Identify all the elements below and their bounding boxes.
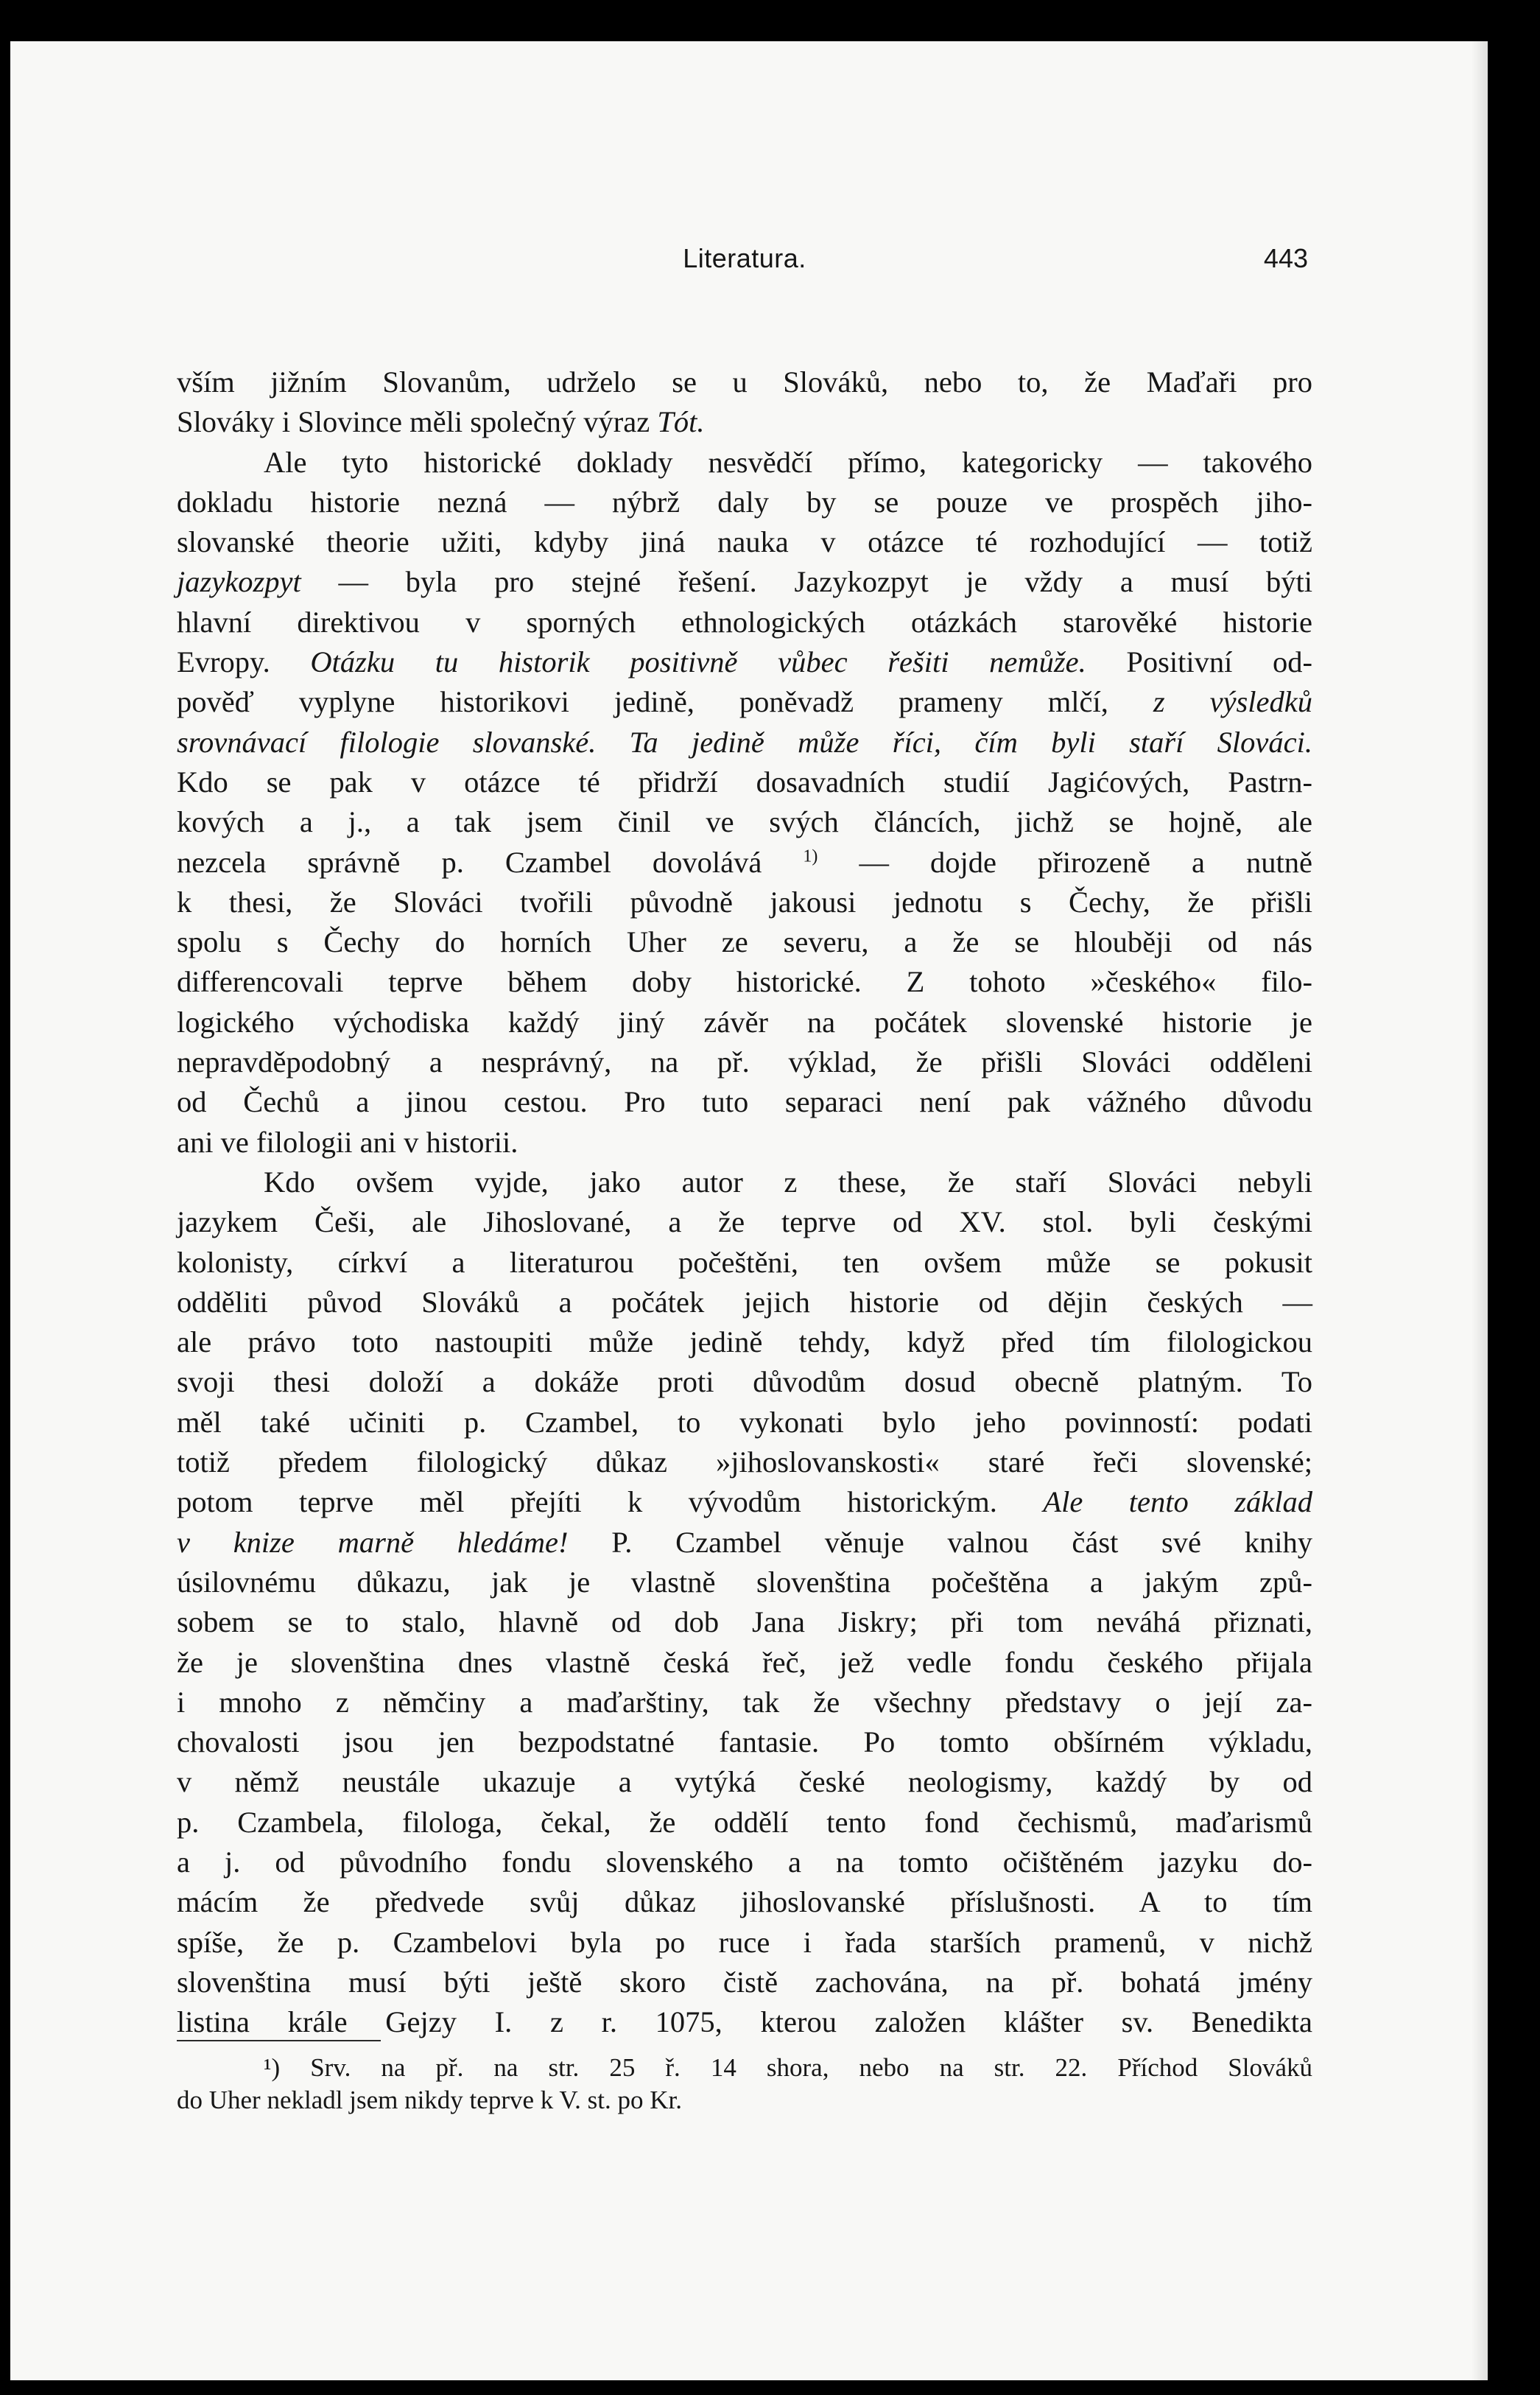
main-text — [177, 362, 1312, 2042]
text-line: i mnoho z němčiny a maďarštiny, tak že všechny představy o její za- — [177, 1685, 1312, 1719]
text-line: p. Czambela, filologa, čekal, že oddělí tento fond čechismů, maďarismů — [177, 1805, 1312, 1839]
page-number: 443 — [1263, 243, 1308, 273]
text-line: jazykem Češi, ale Jihoslované, a že teprve od XV. stol. byli českými — [177, 1205, 1312, 1239]
text-line: kolonisty, církví a literaturou počeštěni, ten ovšem může se pokusit — [177, 1245, 1312, 1279]
text-line: k thesi, že Slováci tvořili původně jakousi jednotu s Čechy, že přišli — [177, 885, 1312, 919]
text-line: sobem se to stalo, hlavně od dob Jana Jiskry; při tom neváhá přiznati, — [177, 1605, 1312, 1639]
text-line: ale právo toto nastoupiti může jedině tehdy, když před tím filologickou — [177, 1325, 1312, 1359]
text-line: pověď vyplyne historikovi jedině, poněvadž prameny mlčí, z výsledků — [177, 685, 1313, 719]
text-line: listina krále Gejzy I. z r. 1075, kterou založen klášter sv. Benedikta — [177, 2005, 1312, 2039]
italic-phrase: srovnávací filologie slovanské. — [177, 725, 597, 759]
text-line: vším jižním Slovanům, udrželo se u Slováků, nebo to, že Maďaři pro — [177, 365, 1312, 399]
text-line: hlavní direktivou v sporných ethnologických otázkách starověké historie — [177, 605, 1312, 639]
text-line: slovenština musí býti ještě skoro čistě zachována, na př. bohatá jmény — [177, 1965, 1312, 1999]
footnote-line: ¹) Srv. na př. na str. 25 ř. 14 shora, nebo na str. 22. Příchod Slováků — [264, 2053, 1313, 2082]
text-line: kových a j., a tak jsem činil ve svých článcích, jichž se hojně, ale — [177, 805, 1312, 839]
book-page — [10, 41, 1488, 2380]
text-line: a j. od původního fondu slovenského a na tomto očištěném jazyku do- — [177, 1845, 1312, 1879]
italic-phrase: Ta jedině může říci, čím byli staří Slováci. — [629, 725, 1312, 759]
text-line: differencovali teprve během doby historické. Z tohoto »českého« filo- — [177, 965, 1312, 999]
text-line: Evropy. Otázku tu historik positivně vůbec řešiti nemůže. Positivní od- — [177, 645, 1313, 679]
text-line: Kdo se pak v otázce té přidrží dosavadních studií Jagićových, Pastrn- — [177, 765, 1312, 799]
paragraph-start: Kdo ovšem vyjde, jako autor z these, že staří Slováci nebyli — [264, 1165, 1312, 1199]
text-line: Slováky i Slovince měli společný výraz Tót. — [177, 405, 705, 439]
text-line: v knize marně hledáme! P. Czambel věnuje valnou část své knihy — [177, 1525, 1313, 1559]
text-line: nepravděpodobný a nesprávný, na př. výklad, že přišli Slováci odděleni — [177, 1045, 1312, 1079]
text-line: mácím že předvede svůj důkaz jihoslovanské příslušnosti. A to tím — [177, 1885, 1312, 1919]
italic-phrase: Ale tento základ — [1043, 1485, 1313, 1519]
text-line: měl také učiniti p. Czambel, to vykonati bylo jeho povinností: podati — [177, 1405, 1312, 1439]
text-line: odděliti původ Slováků a počátek jejich historie od dějin českých — — [177, 1285, 1312, 1319]
text-line: spolu s Čechy do horních Uher ze severu, a že se hlouběji od nás — [177, 925, 1312, 959]
text-line — [177, 723, 1312, 762]
footnote-divider — [177, 2040, 381, 2041]
text-line: logického východiska každý jiný závěr na počátek slovenské historie je — [177, 1005, 1312, 1039]
text-line: slovanské theorie užiti, kdyby jiná nauka v otázce té rozhodující — totiž — [177, 525, 1312, 559]
text-line: totiž předem filologický důkaz »jihoslovanskosti« staré řeči slovenské; — [177, 1445, 1312, 1479]
italic-phrase: z výsledků — [1153, 685, 1313, 719]
text-line: potom teprve měl přejíti k vývodům historickým. Ale tento základ — [177, 1485, 1313, 1519]
text-line: jazykozpyt — byla pro stejné řešení. Jazykozpyt je vždy a musí býti — [177, 565, 1312, 599]
text-line: že je slovenština dnes vlastně česká řeč, jež vedle fondu českého přijala — [177, 1645, 1312, 1679]
footnote-number: ¹) — [264, 2053, 281, 2082]
italic-phrase: v knize marně hledáme! — [177, 1525, 569, 1559]
page-edge-shadow — [1472, 41, 1488, 2380]
text-line: úsilovnému důkazu, jak je vlastně slovenština počeštěna a jakým způ- — [177, 1565, 1312, 1599]
italic-phrase: jazykozpyt — [177, 565, 301, 599]
text-line: nezcela správně p. Czambel dovolává $^{1)}$ — dojde přirozeně a nutně — [177, 845, 1313, 879]
italic-phrase: Tót. — [657, 405, 705, 439]
text-line: chovalosti jsou jen bezpodstatné fantasie. Po tomto obšírném výkladu, — [177, 1725, 1312, 1759]
paragraph-start: Ale tyto historické doklady nesvědčí přímo, kategoricky — takového — [264, 445, 1312, 479]
text-line: spíše, že p. Czambelovi byla po ruce i řada starších pramenů, v nichž — [177, 1925, 1312, 1959]
text-line: od Čechů a jinou cestou. Pro tuto separaci není pak vážného důvodu — [177, 1085, 1312, 1119]
text-line: ani ve filologii ani v historii. — [177, 1125, 518, 1159]
footnote-line: do Uher nekladl jsem nikdy teprve k V. st. po Kr. — [177, 2086, 682, 2114]
italic-phrase: Otázku tu historik positivně vůbec řešiti nemůže. — [310, 645, 1086, 679]
footnote-marker: 1) — [803, 846, 818, 866]
text-line: v němž neustále ukazuje a vytýká české neologismy, každý by od — [177, 1765, 1312, 1799]
footnotes — [177, 2052, 1312, 2117]
text-line: svoji thesi doloží a dokáže proti důvodům dosud obecně platným. To — [177, 1365, 1312, 1399]
text-line: dokladu historie nezná — nýbrž daly by se pouze ve prospěch jiho- — [177, 485, 1312, 519]
running-title: Literatura. — [683, 243, 806, 273]
page-header — [177, 243, 1312, 287]
